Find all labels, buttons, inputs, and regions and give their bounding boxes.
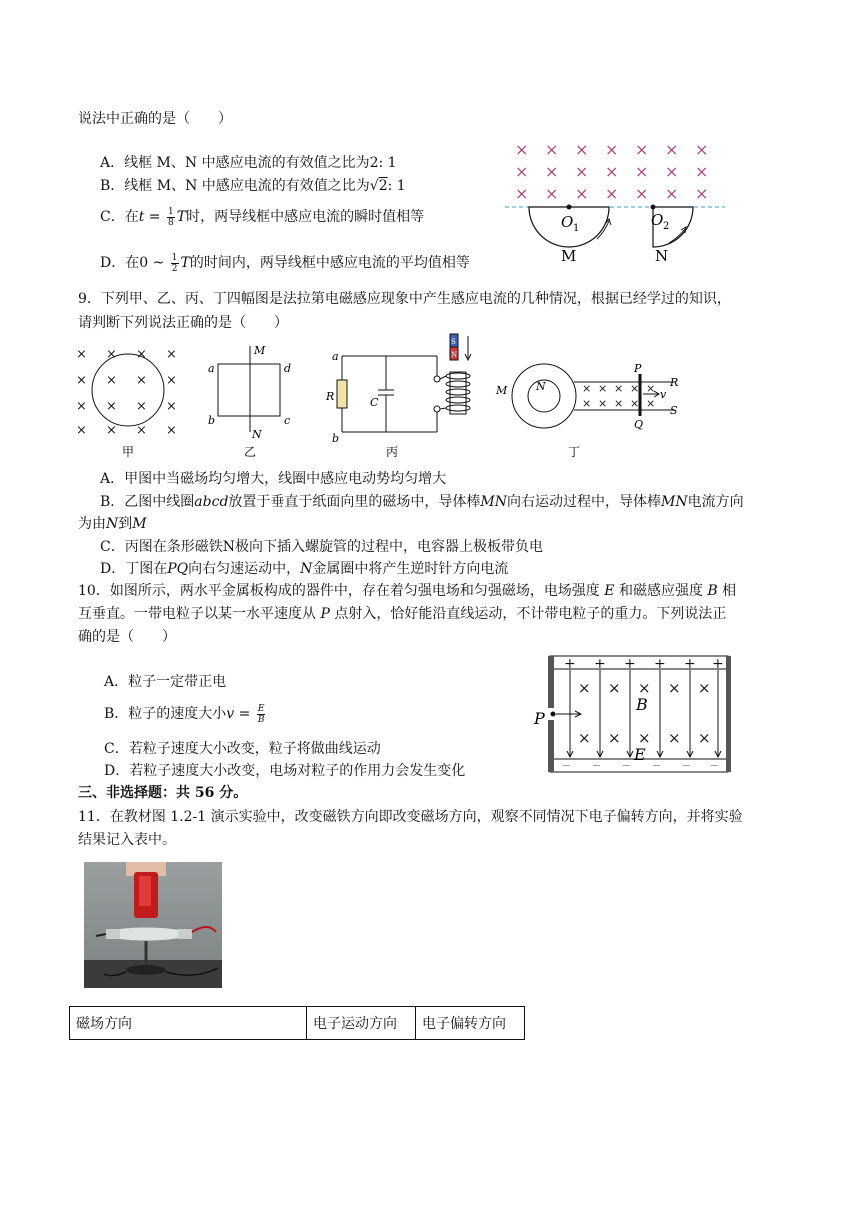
svg-text:+: + (684, 656, 696, 672)
q8-option-c-var: t (138, 209, 145, 225)
q8-option-c[interactable] (100, 206, 424, 228)
svg-text:×: × (106, 373, 117, 388)
svg-text:×: × (166, 373, 177, 388)
q8-option-c-prefix: C．在 (100, 209, 139, 225)
svg-text:×: × (136, 423, 147, 438)
svg-text:×: × (635, 140, 649, 159)
svg-text:×: × (605, 140, 619, 159)
svg-text:N: N (536, 380, 546, 393)
q9-figure-jia (72, 342, 187, 462)
svg-text:×: × (695, 140, 709, 159)
svg-text:丙: 丙 (386, 445, 399, 459)
q9-option-d[interactable]: D．丁图在PQ向右匀速运动中，N金属圈中将产生逆时针方向电流 (100, 561, 509, 577)
svg-text:×: × (605, 162, 619, 181)
stand-base (126, 965, 166, 975)
svg-text:R: R (670, 376, 679, 389)
svg-text:－: － (710, 762, 720, 772)
q10-stem-line1: 10．如图所示，两水平金属板构成的器件中，存在着匀强电场和匀强磁场，电场强度 E 和磁感应强度 B 相 (78, 583, 737, 599)
coil-abcd (218, 364, 280, 416)
svg-text:+: + (594, 656, 606, 672)
svg-text:×: × (515, 140, 529, 159)
pivot-o1 (567, 205, 572, 210)
svg-text:×: × (166, 399, 177, 414)
rotation-arrow-n (669, 229, 685, 243)
svg-text:×: × (76, 373, 87, 388)
q11-stem-line1: 11．在教材图 1.2-1 演示实验中，改变磁铁方向即改变磁场方向，观察不同情况下电子偏转方向，并将实验 (78, 809, 743, 825)
svg-text:P: P (634, 362, 642, 375)
svg-text:×: × (106, 399, 117, 414)
svg-text:b: b (332, 432, 340, 445)
svg-text:×: × (582, 397, 592, 410)
svg-text:×: × (638, 729, 651, 747)
fraction: $\frac{1}{8}$ (168, 206, 174, 228)
svg-text:－: － (682, 762, 692, 772)
svg-text:×: × (605, 184, 619, 203)
table-header-deflection: 电子偏转方向 (416, 1007, 525, 1040)
svg-text:×: × (608, 729, 621, 747)
q8-stem-tail: 说法中正确的是（ ） (78, 111, 232, 127)
svg-text:－: － (622, 762, 632, 772)
q10-option-b[interactable]: B．粒子的速度大小v = $\frac{E}{B}$ (104, 703, 265, 725)
q9-figure-yi (200, 342, 300, 462)
svg-text:×: × (614, 382, 624, 395)
svg-text:×: × (166, 423, 177, 438)
svg-text:×: × (582, 382, 592, 395)
svg-text:×: × (635, 184, 649, 203)
svg-text:×: × (575, 184, 589, 203)
svg-text:×: × (608, 679, 621, 697)
svg-text:S: S (670, 404, 678, 417)
svg-text:×: × (668, 729, 681, 747)
q10-option-c[interactable]: C．若粒子速度大小改变，粒子将做曲线运动 (104, 741, 381, 757)
svg-text:丁: 丁 (568, 445, 581, 459)
q10-option-d[interactable]: D．若粒子速度大小改变，电场对粒子的作用力会发生变化 (104, 763, 466, 779)
svg-text:×: × (136, 399, 147, 414)
svg-text:×: × (698, 729, 711, 747)
svg-text:1: 1 (573, 223, 580, 234)
svg-text:－: － (562, 762, 572, 772)
svg-text:×: × (76, 399, 87, 414)
svg-text:S: S (451, 338, 456, 346)
q8-option-b-radicand: 2 (378, 178, 388, 194)
svg-text:×: × (76, 423, 87, 438)
svg-text:M: M (561, 247, 577, 265)
q8-option-c-eq: = (144, 209, 165, 225)
fraction: $\frac{E}{B}$ (257, 703, 265, 725)
svg-text:2: 2 (663, 221, 670, 232)
q8-option-d-suffix: 的时间内，两导线框中感应电流的平均值相等 (189, 255, 470, 271)
section-heading: 三、非选择题：共 56 分。 (78, 785, 248, 801)
svg-text:a: a (332, 350, 339, 363)
svg-text:×: × (545, 140, 559, 159)
q8-option-a[interactable] (100, 152, 397, 172)
q8-option-d-unit: T (180, 255, 190, 271)
q8-option-d[interactable] (100, 252, 470, 274)
q8-option-d-prefix: D．在0 ~ (100, 255, 169, 271)
q9-figure-bing (322, 332, 482, 462)
svg-text:×: × (646, 382, 656, 395)
svg-text:×: × (515, 184, 529, 203)
svg-text:×: × (578, 679, 591, 697)
q9-stem-line1: 9．下列甲、乙、丙、丁四幅图是法拉第电磁感应现象中产生感应电流的几种情况，根据已经学过的知识， (78, 291, 731, 307)
svg-text:×: × (668, 679, 681, 697)
svg-text:×: × (665, 184, 679, 203)
svg-text:d: d (284, 362, 292, 375)
svg-text:Q: Q (634, 418, 644, 431)
svg-text:O: O (651, 211, 664, 229)
q9-option-b[interactable]: B．乙图中线圈abcd放置于垂直于纸面向里的磁场中，导体棒MN向右运动过程中，导体棒MN电流方向 (100, 494, 744, 510)
svg-text:×: × (614, 397, 624, 410)
q10-stem-line3: 确的是（ ） (78, 629, 176, 645)
q8-option-b-text: B．线框 M、N 中感应电流的有效值之比为 (100, 178, 370, 194)
svg-text:×: × (630, 397, 640, 410)
pivot-o2 (651, 205, 656, 210)
svg-text:v: v (660, 388, 667, 401)
svg-text:×: × (575, 140, 589, 159)
sqrt-symbol: √ (369, 178, 379, 194)
svg-text:+: + (564, 656, 576, 672)
svg-text:×: × (598, 397, 608, 410)
q8-option-a-value: 2: 1 (369, 155, 397, 171)
svg-text:×: × (136, 373, 147, 388)
q9-option-a[interactable]: A．甲图中当磁场均匀增大，线圈中感应电动势均匀增大 (100, 471, 447, 487)
experiment-photo (84, 862, 222, 988)
svg-text:×: × (166, 347, 177, 362)
svg-text:×: × (665, 162, 679, 181)
svg-text:×: × (136, 347, 147, 362)
svg-text:N: N (252, 428, 262, 441)
resistor-r (337, 380, 347, 408)
q9-figure-ding (494, 360, 694, 462)
q8-option-c-suffix: 时，两导线框中感应电流的瞬时值相等 (186, 209, 425, 225)
svg-text:×: × (695, 184, 709, 203)
q8-figure (505, 135, 725, 270)
svg-text:O: O (561, 213, 574, 231)
svg-text:M: M (496, 384, 508, 397)
q8-option-c-unit: T (176, 209, 187, 225)
coil-circle (92, 354, 164, 426)
svg-text:R: R (326, 390, 335, 403)
svg-text:甲: 甲 (122, 445, 135, 459)
q9-stem-line2: 请判断下列说法正确的是（ ） (78, 315, 288, 331)
svg-text:b: b (208, 414, 216, 427)
q9-option-c[interactable]: C．丙图在条形磁铁N极向下插入螺旋管的过程中，电容器上极板带负电 (100, 539, 543, 555)
right-wall (726, 656, 731, 772)
svg-text:×: × (578, 729, 591, 747)
q10-option-a[interactable]: A．粒子一定带正电 (104, 674, 227, 690)
table-header-motion: 电子运动方向 (307, 1007, 416, 1040)
svg-text:×: × (646, 397, 656, 410)
entry-point-p (551, 712, 556, 717)
svg-text:N: N (655, 247, 669, 265)
svg-text:×: × (698, 679, 711, 697)
q8-option-a-text: A．线框 M、N 中感应电流的有效值之比为 (100, 155, 370, 171)
svg-text:×: × (106, 347, 117, 362)
rotation-arrow-m (597, 221, 609, 239)
svg-text:×: × (76, 347, 87, 362)
table-header-field: 磁场方向 (70, 1007, 307, 1040)
svg-text:+: + (654, 656, 666, 672)
table-row (70, 1007, 525, 1040)
svg-text:P: P (534, 709, 545, 728)
fraction: $\frac{1}{2}$ (171, 252, 178, 274)
q8-option-b[interactable] (100, 175, 406, 195)
q9-option-b-cont: 为由N到M (78, 516, 147, 532)
svg-text:乙: 乙 (244, 445, 257, 459)
q11-stem-line2: 结果记入表中。 (78, 832, 176, 848)
q10-figure (532, 652, 737, 776)
svg-text:×: × (515, 162, 529, 181)
magnetic-field-crosses (515, 140, 708, 203)
svg-text:×: × (695, 162, 709, 181)
svg-text:c: c (284, 414, 291, 427)
svg-text:×: × (106, 423, 117, 438)
svg-text:E: E (634, 745, 646, 764)
svg-text:×: × (545, 162, 559, 181)
svg-text:B: B (636, 695, 648, 714)
svg-text:×: × (598, 382, 608, 395)
svg-text:+: + (712, 656, 724, 672)
svg-text:a: a (208, 362, 215, 375)
results-table (69, 1006, 525, 1040)
svg-text:－: － (652, 762, 662, 772)
svg-text:×: × (545, 184, 559, 203)
svg-text:C: C (370, 396, 379, 409)
svg-text:N: N (451, 351, 458, 359)
top-plate (550, 656, 728, 669)
svg-text:×: × (575, 162, 589, 181)
svg-text:×: × (638, 679, 651, 697)
svg-text:×: × (630, 382, 640, 395)
svg-text:×: × (635, 162, 649, 181)
svg-text:×: × (665, 140, 679, 159)
q8-option-b-suffix: : 1 (387, 178, 406, 194)
svg-text:M: M (254, 344, 266, 357)
svg-text:+: + (624, 656, 636, 672)
svg-text:－: － (592, 762, 602, 772)
q10-stem-line2: 互垂直。一带电粒子以某一水平速度从 P 点射入，恰好能沿直线运动，不计带电粒子的重力。下列说法正 (78, 606, 727, 622)
outer-ring (512, 364, 576, 428)
